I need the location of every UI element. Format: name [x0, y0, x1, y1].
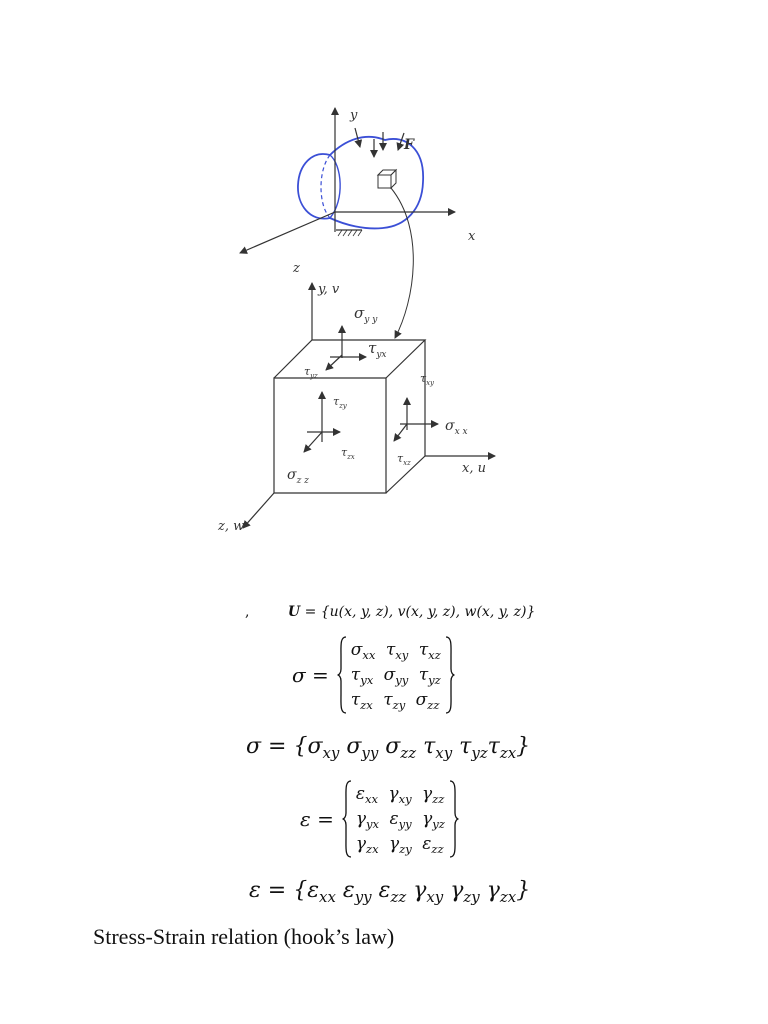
right-brace	[445, 636, 455, 714]
support-hatch	[338, 230, 362, 236]
strain-vector-lhs: ε = {	[249, 878, 308, 903]
stress-vector-lhs: σ = {	[246, 734, 308, 759]
strain-matrix-row: $\gamma_{yx}$ $\varepsilon_{yy}$ $\gamma_{yz}$	[355, 809, 445, 832]
global-z-label: z	[293, 261, 300, 276]
displacement-equation	[245, 604, 535, 620]
stress-vector-equation: $\sigma = \{\sigma_{xy}$ $\sigma_{yy}$ $\sigma_{zz}$ $\tau_{xy}$ $\tau_{yz}\tau_{zx}$}	[246, 734, 531, 763]
element-z-axis	[243, 493, 274, 528]
global-y-label: y	[350, 108, 358, 123]
stress-cube	[274, 340, 425, 493]
left-brace	[337, 636, 347, 714]
body-section-curve-hidden	[321, 155, 330, 218]
strain-matrix	[300, 780, 459, 858]
sigma-xx-label: $\sigma_{x x}$	[445, 418, 468, 437]
strain-matrix-rows	[352, 780, 449, 858]
small-element-icon	[378, 170, 396, 188]
tau-zx-label: $\tau_{zx}$	[341, 446, 355, 461]
stray-comma: ,	[245, 604, 250, 620]
stress-matrix-row: $\sigma_{xx}$ $\tau_{xy}$ $\tau_{xz}$	[350, 640, 441, 663]
tau-xz-arrow	[394, 424, 407, 441]
strain-matrix-row: $\varepsilon_{xx}$ $\gamma_{xy}$ $\gamma_{zz}$	[355, 784, 445, 807]
displacement-rhs: = {u(x, y, z), v(x, y, z), w(x, y, z)}	[300, 604, 536, 620]
element-z-label: z, w	[218, 519, 245, 534]
right-brace	[449, 780, 459, 858]
element-x-label: x, u	[462, 461, 486, 476]
element-y-label: y, v	[318, 282, 340, 297]
strain-matrix-row: $\gamma_{zx}$ $\gamma_{zy}$ $\varepsilon_{zz}$	[355, 834, 444, 857]
stress-matrix	[292, 636, 455, 714]
section-caption: Stress-Strain relation (hook’s law)	[93, 924, 395, 949]
stress-matrix-lhs: σ =	[292, 663, 329, 687]
sigma-zz-arrow	[304, 432, 322, 452]
strain-vector-equation: $\varepsilon = \{\varepsilon_{xx}$ $\varepsilon_{yy}$ $\varepsilon_{zz}$ $\gamma_{xy}$ $\gamma_{zy}$ $\gamma_{zx}$}	[249, 878, 531, 907]
tau-xz-label: $\tau_{xz}$	[397, 452, 411, 467]
tau-yx-label: $\tau_{yx}$	[368, 339, 387, 360]
global-x-label: x	[468, 229, 476, 244]
stress-matrix-row: $\tau_{yx}$ $\sigma_{yy}$ $\tau_{yz}$	[350, 665, 441, 688]
tau-xy-label: $\tau_{xy}$	[420, 372, 434, 387]
stress-matrix-row: $\tau_{zx}$ $\tau_{zy}$ $\sigma_{zz}$	[350, 690, 440, 713]
connector-curve	[391, 188, 413, 338]
force-label: F	[404, 137, 414, 153]
left-brace	[342, 780, 352, 858]
strain-matrix-lhs: ε =	[300, 807, 334, 831]
tau-zy-label: $\tau_{zy}$	[333, 395, 347, 410]
displacement-symbol: U	[287, 604, 301, 620]
tau-yz-label: $\tau_{yz}$	[304, 365, 318, 380]
stress-matrix-rows	[347, 636, 445, 714]
cube-top-face	[274, 340, 425, 378]
global-z-axis	[240, 212, 335, 253]
sigma-yy-label: $\sigma_{y y}$	[354, 304, 378, 325]
cube-right-face	[386, 340, 425, 493]
sigma-zz-label: $\sigma_{z z}$	[287, 467, 309, 486]
